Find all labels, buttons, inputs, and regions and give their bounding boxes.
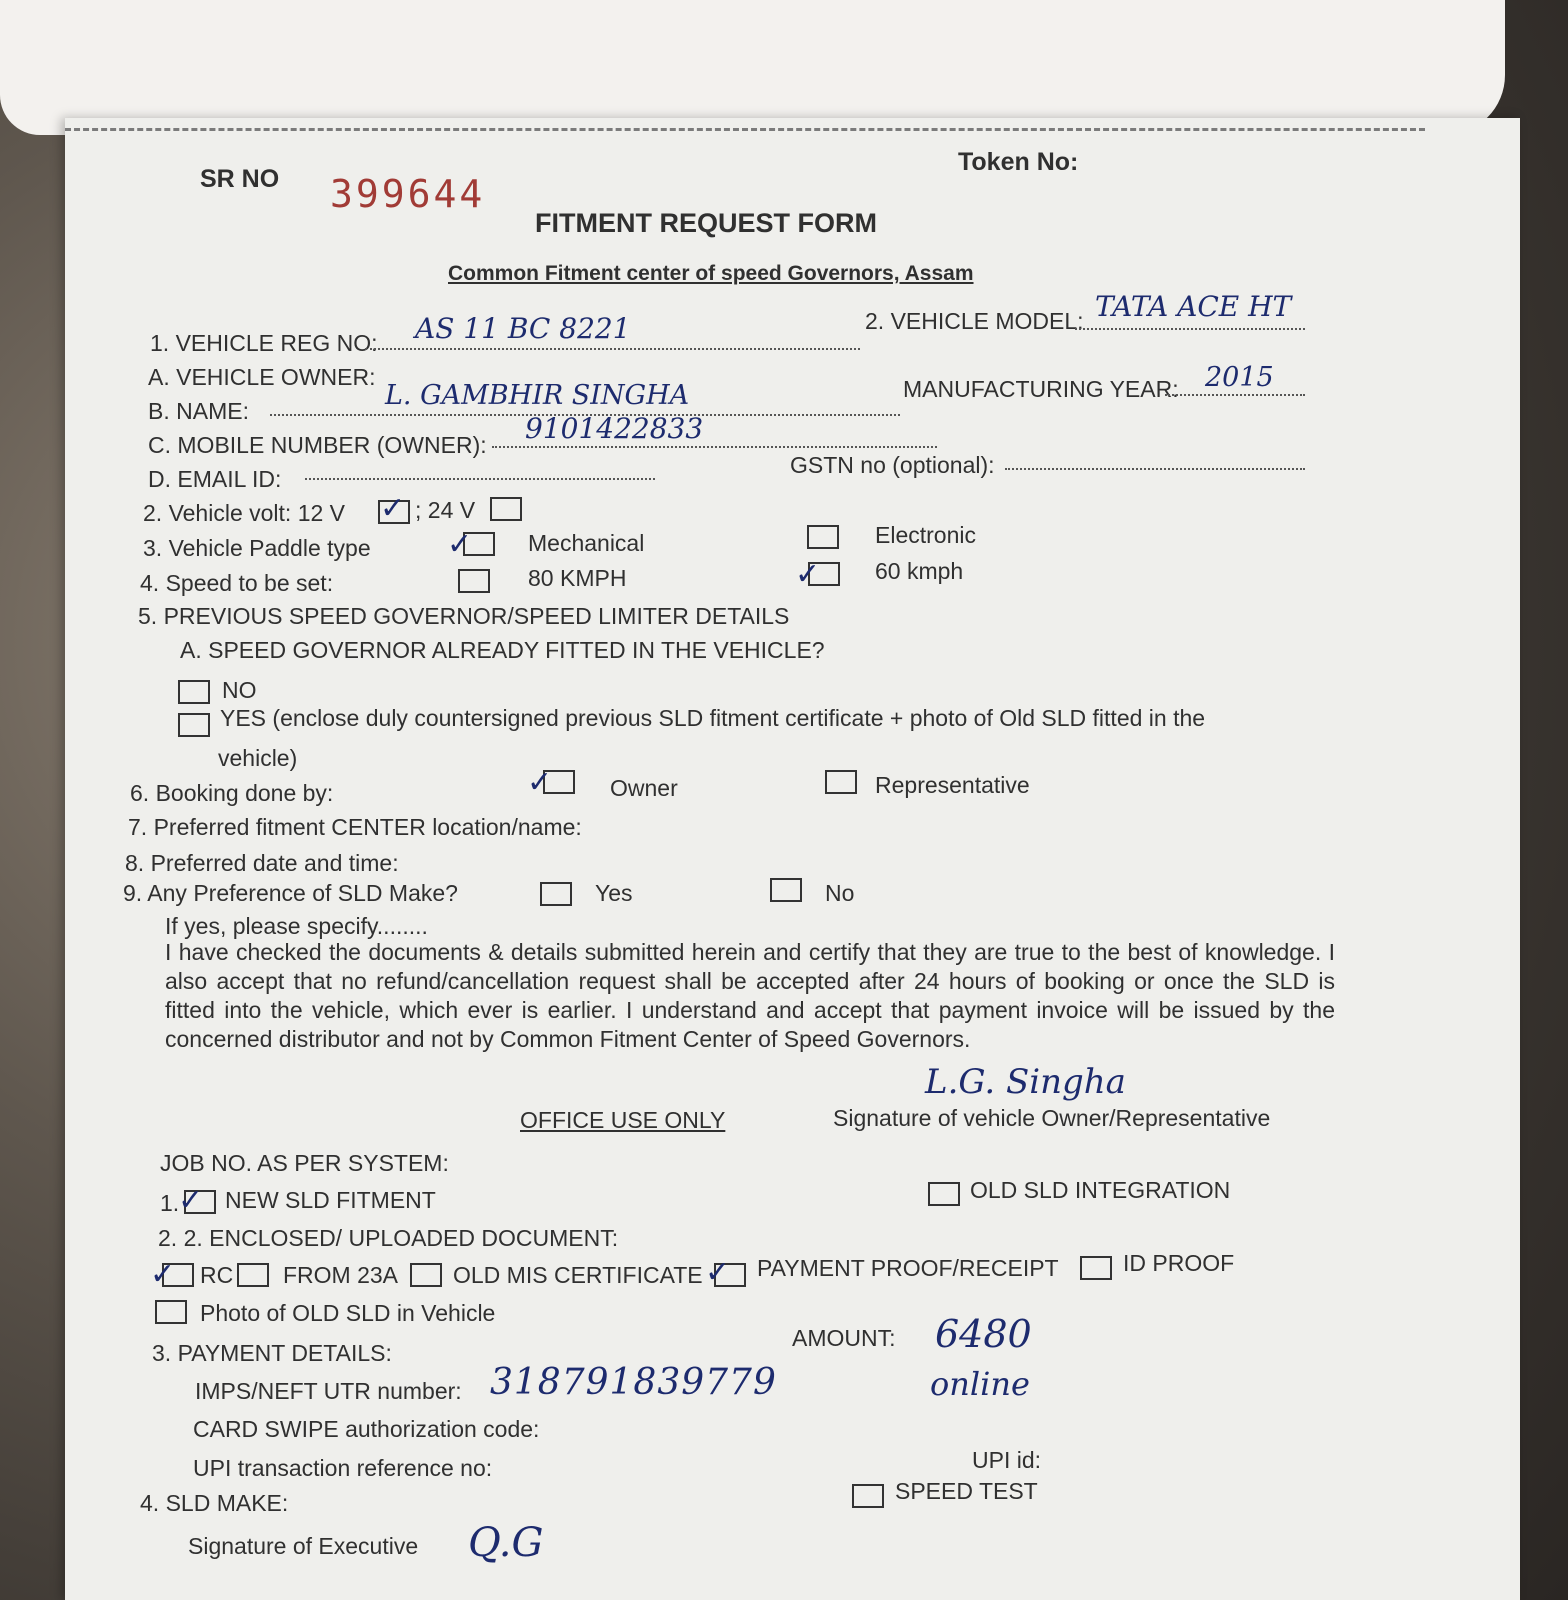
check-mark-icon: ✓ (150, 1257, 176, 1292)
sld-make-label: 4. SLD MAKE: (140, 1490, 289, 1516)
mechanical-label: Mechanical (528, 530, 645, 556)
amount-label: AMOUNT: (792, 1325, 896, 1351)
representative-checkbox[interactable] (825, 770, 857, 794)
check-mark-icon: ✓ (527, 765, 553, 800)
name-label: B. NAME: (148, 398, 249, 424)
card-swipe-label: CARD SWIPE authorization code: (193, 1416, 540, 1442)
sr-label: SR NO (200, 165, 280, 193)
speed-test-checkbox[interactable] (852, 1484, 884, 1508)
speed-80-checkbox[interactable] (458, 569, 490, 593)
previous-page-curl (0, 0, 1505, 135)
signature-label: Signature of vehicle Owner/Representative (833, 1105, 1271, 1131)
speed-test-label: SPEED TEST (895, 1478, 1038, 1504)
payment-proof-label: PAYMENT PROOF/RECEIPT (757, 1255, 1059, 1281)
photo-old-label: Photo of OLD SLD in Vehicle (200, 1300, 496, 1326)
electronic-checkbox[interactable] (807, 525, 839, 549)
utr-value: 318791839779 (490, 1362, 777, 1403)
volt-label: 2. Vehicle volt: 12 V (143, 500, 346, 526)
prev-details-label: 5. PREVIOUS SPEED GOVERNOR/SPEED LIMITER DETAILS (138, 603, 790, 629)
make-pref-label: 9. Any Preference of SLD Make? (123, 880, 458, 906)
id-proof-label: ID PROOF (1123, 1250, 1235, 1276)
make-yes-checkbox[interactable] (540, 882, 572, 906)
make-no-label: No (825, 880, 855, 906)
new-sld-number: 1. (160, 1190, 180, 1216)
perforation-line (65, 128, 1425, 131)
token-label: Token No: (958, 148, 1079, 176)
mfg-line (1165, 394, 1305, 396)
check-mark-icon: ✓ (447, 527, 473, 562)
prev-yes-checkbox[interactable] (178, 713, 210, 737)
model-line (1075, 328, 1305, 330)
rc-label: RC (200, 1262, 234, 1288)
old-mis-checkbox[interactable] (410, 1263, 442, 1287)
exec-signature: Q.G (468, 1520, 544, 1566)
owner-label: Owner (610, 775, 678, 801)
utr-label: IMPS/NEFT UTR number: (195, 1378, 462, 1404)
model-label: 2. VEHICLE MODEL: (865, 308, 1084, 334)
check-mark-icon: ✓ (178, 1183, 204, 1218)
photo-old-checkbox[interactable] (155, 1300, 187, 1324)
specify-label: If yes, please specify........ (165, 913, 428, 939)
new-sld-label: NEW SLD FITMENT (225, 1187, 436, 1213)
old-integration-label: OLD SLD INTEGRATION (970, 1177, 1231, 1203)
speed-60-label: 60 kmph (875, 558, 964, 584)
make-yes-label: Yes (595, 880, 633, 906)
old-integration-checkbox[interactable] (928, 1182, 960, 1206)
job-label: JOB NO. AS PER SYSTEM: (160, 1150, 449, 1176)
mfg-label: MANUFACTURING YEAR: (903, 376, 1179, 402)
owner-signature: L.G. Singha (925, 1062, 1126, 1102)
reg-label: 1. VEHICLE REG NO: (150, 330, 378, 356)
declaration-text: I have checked the documents & details submitted herein and certify that they are true to the best of knowledge. I also accept that no refund/cancellation request shall be accepted after 24 hours of booking or once the SLD is fitted into the vehicle, which ever is earlier. I understand and accept that payment invoice will be issued by the concerned distributor and not by Common Fitment Center of Speed Governors. (165, 939, 1335, 1052)
prev-yes-label-cont: vehicle) (218, 745, 298, 771)
name-value: L. GAMBHIR SINGHA (385, 380, 690, 411)
form-title: FITMENT REQUEST FORM (535, 208, 877, 238)
payment-mode-value: online (930, 1365, 1030, 1403)
sr-number: 399644 (330, 172, 486, 216)
enclosed-label: 2. 2. ENCLOSED/ UPLOADED DOCUMENT: (158, 1225, 619, 1251)
model-value: TATA ACE HT (1095, 290, 1292, 323)
prev-yes-label: YES (enclose duly countersigned previous SLD fitment certificate + photo of Old SLD fitted in the (220, 705, 1206, 731)
office-use-heading: OFFICE USE ONLY (520, 1107, 726, 1133)
volt-24-label: ; 24 V (415, 497, 476, 523)
form-subtitle: Common Fitment center of speed Governors, Assam (448, 262, 974, 285)
check-mark-icon: ✓ (380, 491, 406, 526)
speed-80-label: 80 KMPH (528, 565, 627, 591)
amount-value: 6480 (935, 1312, 1032, 1356)
email-line (305, 478, 655, 480)
gstn-label: GSTN no (optional): (790, 452, 995, 478)
reg-value: AS 11 BC 8221 (415, 312, 631, 345)
speed-label: 4. Speed to be set: (140, 570, 334, 596)
prev-no-checkbox[interactable] (178, 680, 210, 704)
make-no-checkbox[interactable] (770, 878, 802, 902)
mobile-label: C. MOBILE NUMBER (OWNER): (148, 432, 487, 458)
prev-fitted-question: A. SPEED GOVERNOR ALREADY FITTED IN THE VEHICLE? (180, 637, 825, 663)
old-mis-label: OLD MIS CERTIFICATE (453, 1262, 703, 1288)
email-label: D. EMAIL ID: (148, 466, 282, 492)
booking-label: 6. Booking done by: (130, 780, 334, 806)
id-proof-checkbox[interactable] (1080, 1256, 1112, 1280)
volt-24-checkbox[interactable] (490, 497, 522, 521)
check-mark-icon: ✓ (705, 1255, 731, 1290)
owner-label: A. VEHICLE OWNER: (148, 364, 376, 390)
prev-no-label: NO (222, 677, 257, 703)
center-label: 7. Preferred fitment CENTER location/name: (128, 814, 582, 840)
upi-id-label: UPI id: (972, 1447, 1042, 1473)
payment-details-label: 3. PAYMENT DETAILS: (152, 1340, 392, 1366)
date-label: 8. Preferred date and time: (125, 850, 399, 876)
form23a-checkbox[interactable] (237, 1263, 269, 1287)
gstn-line (1005, 468, 1305, 470)
form23a-label: FROM 23A (283, 1262, 399, 1288)
electronic-label: Electronic (875, 522, 976, 548)
representative-label: Representative (875, 772, 1030, 798)
paddle-label: 3. Vehicle Paddle type (143, 535, 371, 561)
mobile-line (492, 446, 937, 448)
exec-signature-label: Signature of Executive (188, 1533, 419, 1559)
upi-ref-label: UPI transaction reference no: (193, 1455, 493, 1481)
reg-line (365, 348, 860, 350)
mobile-value: 9101422833 (525, 412, 704, 445)
check-mark-icon: ✓ (795, 557, 821, 592)
mfg-value: 2015 (1205, 362, 1274, 393)
